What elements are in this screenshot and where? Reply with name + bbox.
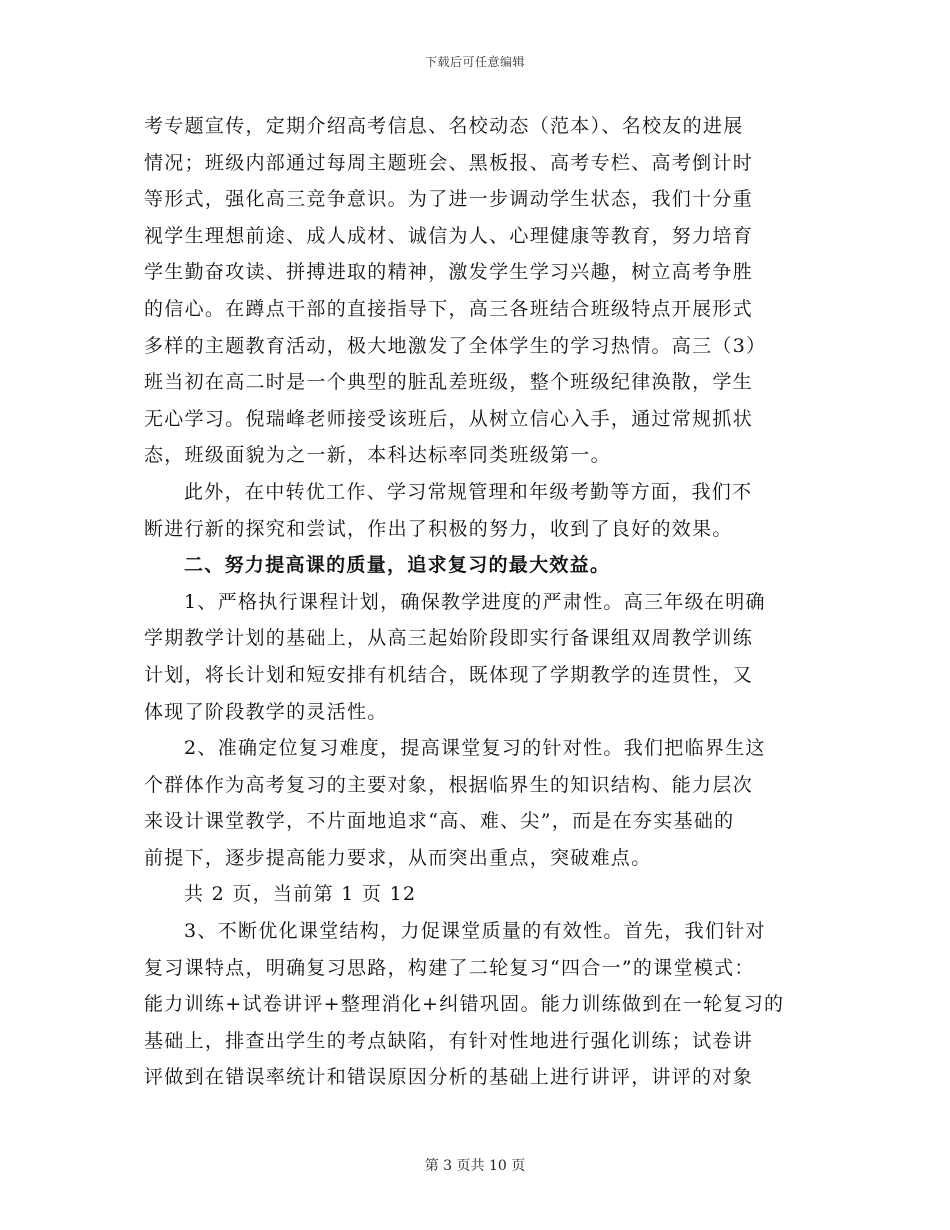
page-footer: 第 3 页共 10 页 [424,1158,526,1174]
body-line: 多样的主题教育活动，极大地激发了全体学生的学习热情。高三（3） [144,334,767,357]
paragraph-start: 此外，在中转优工作、学习常规管理和年级考勤等方面，我们不 [184,480,753,503]
body-line: 体现了阶段教学的灵活性。 [144,700,388,723]
body-line: 情况；班级内部通过每周主题班会、黑板报、高考专栏、高考倒计时 [144,151,754,174]
body-line: 复习课特点，明确复习思路，构建了二轮复习“四合一”的课堂模式： [144,956,755,979]
paragraph-start: 2、准确定位复习难度，提高课堂复习的针对性。我们把临界生这 [184,737,766,760]
body-line: 的信心。在蹲点干部的直接指导下，高三各班结合班级特点开展形式 [144,297,754,320]
body-line: 态，班级面貌为之一新，本科达标率同类班级第一。 [144,444,611,467]
body-line: 能力训练+试卷讲评+整理消化+纠错巩固。能力训练做到在一轮复习的 [144,993,785,1016]
body-line: 无心学习。倪瑞峰老师接受该班后，从树立信心入手，通过常规抓状 [144,407,754,430]
body-line: 计划，将长计划和短安排有机结合，既体现了学期教学的连贯性，又 [144,663,754,686]
body-line: 班当初在高二时是一个典型的脏乱差班级，整个班级纪律涣散，学生 [144,371,754,394]
body-line: 等形式，强化高三竞争意识。为了进一步调动学生状态，我们十分重 [144,188,754,211]
paragraph-start: 1、严格执行课程计划，确保教学进度的严肃性。高三年级在明确 [184,590,766,613]
body-line: 断进行新的探究和尝试，作出了积极的努力，收到了良好的效果。 [144,517,733,540]
body-line: 学期教学计划的基础上，从高三起始阶段即实行备课组双周教学训练 [144,627,754,650]
page-header: 下载后可任意编辑 [424,55,525,69]
section-heading: 二、努力提高课的质量，追求复习的最大效益。 [184,554,611,577]
body-line: 考专题宣传，定期介绍高考信息、名校动态（范本）、名校友的进展 [144,115,744,137]
body-line: 来设计课堂教学，不片面地追求“高、难、尖”，而是在夯实基础的 [144,810,735,833]
body-line: 视学生理想前途、成人成材、诚信为人、心理健康等教育，努力培育 [144,224,754,247]
body-line: 学生勤奋攻读、拼搏进取的精神，激发学生学习兴趣，树立高考争胜 [144,261,754,284]
document-body [144,108,804,1096]
body-line: 前提下，逐步提高能力要求，从而突出重点，突破难点。 [144,846,652,869]
paragraph-start: 3、不断优化课堂结构，力促课堂质量的有效性。首先，我们针对 [184,920,766,943]
body-line: 基础上，排查出学生的考点缺陷，有针对性地进行强化训练；试卷讲 [144,1029,754,1052]
body-line: 评做到在错误率统计和错误原因分析的基础上进行讲评，讲评的对象 [144,1066,754,1089]
page-counter-note: 共 2 页，当前第 1 页 12 [184,883,417,906]
body-line: 个群体作为高考复习的主要对象，根据临界生的知识结构、能力层次 [144,773,754,796]
